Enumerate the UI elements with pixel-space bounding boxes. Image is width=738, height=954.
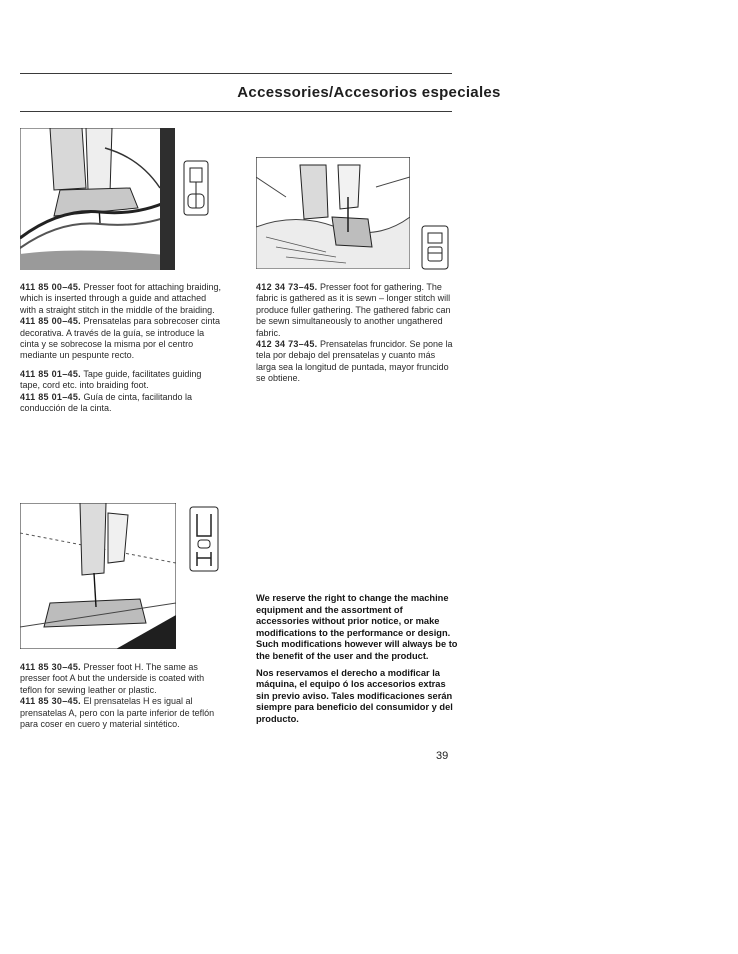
gathering-es: [256, 339, 457, 385]
tape-guide-es-text: Guía de cinta, facilitando la conducción de la cinta.: [20, 391, 193, 414]
gathering-foot-illustration: [256, 157, 410, 269]
teflon-es-text: El prensatelas H es igual al prensatelas A, pero con la parte inferior de teflón para coser en cuero y material sintético.: [20, 696, 215, 730]
braiding-foot-icon: [183, 160, 209, 216]
braiding-es-text: Prensatelas para sobrecoser cinta decorativa. A través de la guía, se introduce la cinta y se sobrecose la misma por el centro mediante un pespunte recto.: [20, 316, 221, 361]
notice-en-2: Such modifications however will always be to the benefit of the user and the product.: [256, 639, 458, 661]
modification-notice: [256, 593, 458, 726]
teflon-foot-icon: [189, 506, 219, 572]
gathering-es-code: 412 34 73–45.: [256, 339, 318, 350]
tape-guide-en-text: Tape guide, facilitates guiding tape, cord etc. into braiding foot.: [20, 368, 202, 391]
gathering-description: [256, 282, 457, 385]
tape-guide-es: [20, 392, 222, 415]
tape-guide-en: [20, 369, 222, 392]
braiding-es: [20, 316, 222, 362]
page-title: Accessories/Accesorios especiales: [237, 84, 501, 101]
braiding-en-text: Presser foot for attaching braiding, which is inserted through a guide and attached with a straight stitch in the middle of the braiding.: [20, 282, 222, 315]
header-top-rule: [20, 73, 452, 74]
teflon-es-code: 411 85 30–45.: [20, 696, 81, 707]
page-number: 39: [436, 750, 449, 762]
gathering-es-text: Prensatelas fruncidor. Se pone la tela por debajo del prensatelas y cuanto más larga sea la longitud de puntada, mayor fruncido se obtiene.: [256, 339, 453, 384]
braiding-en: [20, 282, 222, 316]
notice-es: Nos reservamos el derecho a modificar la máquina, el equipo ó los accesorios extras sin previo aviso. Tales modificaciones serán siempre para beneficio del consumidor y del producto.: [256, 667, 453, 724]
tape-guide-es-code: 411 85 01–45.: [20, 391, 81, 402]
teflon-en: [20, 662, 222, 696]
gathering-en-text: Presser foot for gathering. The fabric is gathered as it is sewn – longer stitch will produce fuller gathering. The gathered fabric can be sewn simultaneously to another ungathered fabric.: [256, 282, 451, 338]
braiding-description: [20, 282, 222, 414]
tape-guide-en-code: 411 85 01–45.: [20, 368, 81, 379]
header-bottom-rule: [20, 111, 452, 112]
teflon-es: [20, 696, 222, 730]
teflon-description: [20, 662, 222, 730]
gathering-en-code: 412 34 73–45.: [256, 282, 318, 292]
braiding-es-code: 411 85 00–45.: [20, 316, 81, 327]
braiding-en-code: 411 85 00–45.: [20, 282, 81, 292]
gathering-en: [256, 282, 457, 339]
teflon-en-text: Presser foot H. The same as presser foot A but the underside is coated with teflon for sewing leather or plastic.: [20, 662, 205, 695]
gathering-foot-icon: [421, 225, 449, 270]
teflon-foot-illustration: [20, 503, 176, 649]
braiding-foot-illustration: [20, 128, 175, 270]
notice-en: We reserve the right to change the machine equipment and the assortment of accessories without prior notice, or make modifications to the performance or design.: [256, 593, 451, 638]
teflon-en-code: 411 85 30–45.: [20, 662, 81, 672]
